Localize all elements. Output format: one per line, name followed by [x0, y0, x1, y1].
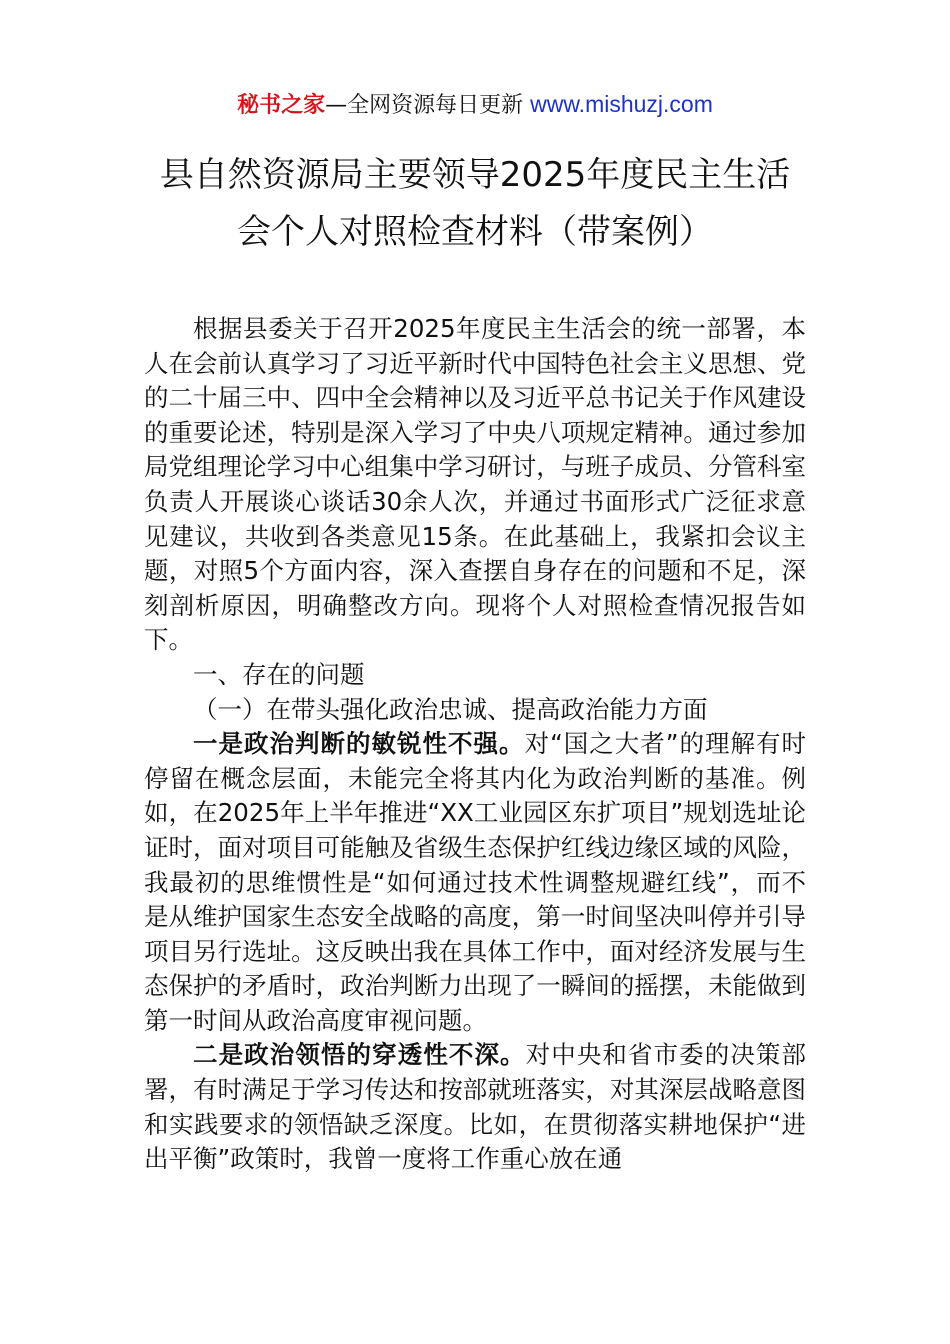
site-url-link[interactable]: www.mishuzj.com	[530, 91, 713, 117]
site-brand: 秘书之家	[237, 93, 326, 118]
point-one-paragraph	[144, 727, 806, 1038]
intro-paragraph: 根据县委关于召开2025年度民主生活会的统一部署，本人在会前认真学习了习近平新时代中国特色社会主义思想、党的二十届三中、四中全会精神以及习近平总书记关于作风建设的重要论述，特别是深入学习了中央八项规定精神。通过参加局党组理论学习中心组集中学习研讨，与班子成员、分管科室负责人开展谈心谈话30余人次，并通过书面形式广泛征求意见建议，共收到各类意见15条。在此基础上，我紧扣会议主题，对照5个方面内容，深入查摆自身存在的问题和不足，深刻剖析原因，明确整改方向。现将个人对照检查情况报告如下。	[144, 314, 806, 655]
point-one-lead: 一是政治判断的敏锐性不强。	[193, 729, 525, 759]
point-two-text: 对中央和省市委的决策部署，有时满足于学习传达和按部就班落实，对其深层战略意图和实践要求的领悟缺乏深度。比如，在贯彻落实耕地保护“进出平衡”政策时，我曾一度将工作重心放在通	[144, 1040, 807, 1174]
document-title	[0, 147, 950, 261]
title-line-1: 县自然资源局主要领导2025年度民主生活	[159, 155, 791, 195]
site-tagline: —全网资源每日更新	[325, 93, 524, 118]
point-one-text: 对“国之大者”的理解有时停留在概念层面，未能完全将其内化为政治判断的基准。例如，在2025年上半年推进“XX工业园区东扩项目”规划选址论证时，面对项目可能触及省级生态保护红线边缘区域的风险，我最初的思维惯性是“如何通过技术性调整规避红线”，而不是从维护国家生态安全战略的高度，第一时间坚决叫停并引导项目另行选址。这反映出我在具体工作中，面对经济发展与生态保护的矛盾时，政治判断力出现了一瞬间的摇摆，未能做到第一时间从政治高度审视问题。	[144, 729, 806, 1035]
point-two-lead: 二是政治领悟的穿透性不深。	[193, 1040, 526, 1070]
site-header	[0, 88, 950, 122]
document-body	[144, 312, 806, 1177]
point-two-paragraph	[144, 1038, 806, 1176]
section-heading-problems: 一、存在的问题	[193, 659, 365, 689]
title-line-2: 会个人对照检查材料（带案例）	[237, 212, 713, 252]
subsection-heading-political: （一）在带头强化政治忠诚、提高政治能力方面	[193, 694, 708, 724]
